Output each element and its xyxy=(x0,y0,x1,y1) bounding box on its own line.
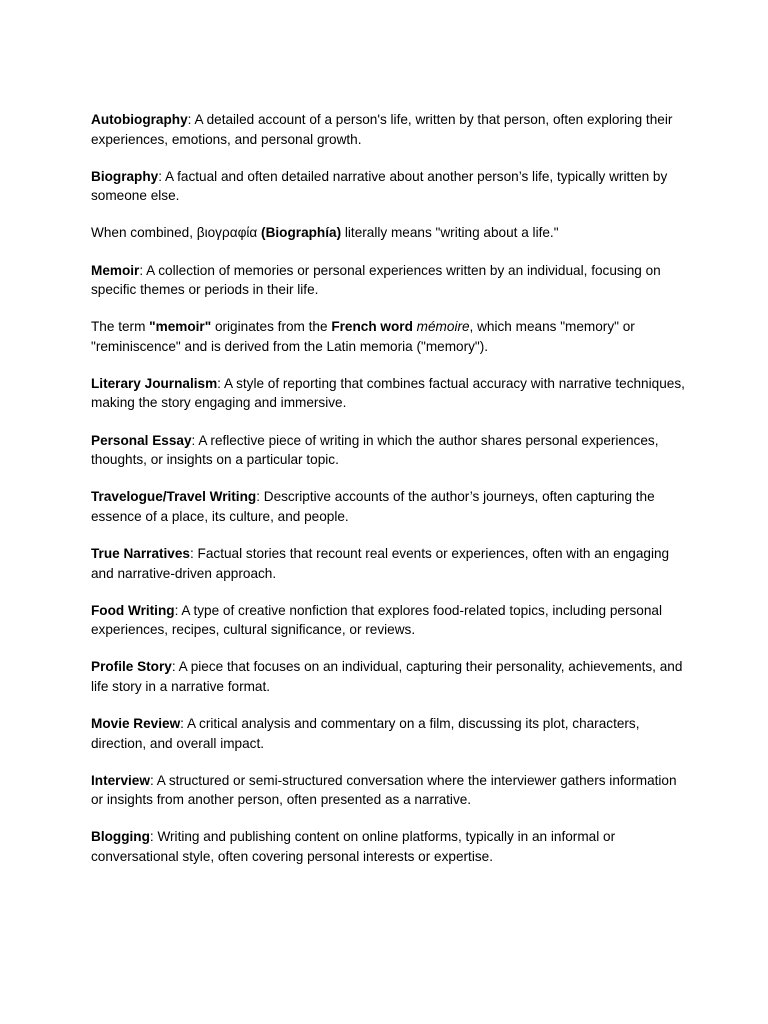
entry-definition: : A factual and often detailed narrative about another person’s life, typically written by someone else. xyxy=(91,168,668,204)
entry-term: Movie Review xyxy=(91,716,181,732)
entry-term: Literary Journalism xyxy=(91,375,218,391)
note-suffix: , which means "memory" or "reminiscence" and is derived from the Latin memoria ("memory"). xyxy=(91,319,635,354)
note-italic-word: mémoire xyxy=(416,319,470,335)
entry-travelogue xyxy=(91,487,686,526)
biography-etymology-note xyxy=(91,223,686,243)
entry-interview xyxy=(91,771,686,810)
entry-definition: : A collection of memories or personal experiences written by an individual, focusing on specific themes or periods in their life. xyxy=(91,262,661,298)
entry-definition: : Writing and publishing content on online platforms, typically in an informal or conversational style, often covering personal interests or expertise. xyxy=(91,829,616,864)
entry-term: Blogging xyxy=(91,829,150,845)
note-bold-term: "memoir" xyxy=(149,319,212,335)
note-suffix: literally means "writing about a life." xyxy=(341,225,559,241)
note-bold-source: French word xyxy=(331,319,413,335)
entry-definition: : A piece that focuses on an individual, capturing their personality, achievements, and life story in a narrative format. xyxy=(91,659,683,694)
entry-food-writing xyxy=(91,601,686,640)
entry-movie-review xyxy=(91,714,686,753)
entry-definition: : A style of reporting that combines factual accuracy with narrative techniques, making the story engaging and immersive. xyxy=(91,375,685,411)
entry-memoir xyxy=(91,261,686,300)
entry-biography xyxy=(91,167,686,206)
entry-definition: : A structured or semi-structured conversation where the interviewer gathers information or insights from another person, often presented as a narrative. xyxy=(91,772,677,808)
entry-term: Personal Essay xyxy=(91,432,192,448)
entry-definition: : A type of creative nonfiction that explores food-related topics, including personal experiences, recipes, cultural significance, or reviews. xyxy=(91,602,662,638)
entry-personal-essay xyxy=(91,431,686,470)
entry-true-narratives xyxy=(91,544,686,583)
entry-term: Travelogue/Travel Writing xyxy=(91,489,257,505)
note-middle: originates from the xyxy=(211,319,332,335)
memoir-etymology-note xyxy=(91,317,686,356)
entry-definition: : Factual stories that recount real events or experiences, often with an engaging and narrative-driven approach. xyxy=(91,546,670,581)
entry-profile-story xyxy=(91,657,686,696)
entry-term: Food Writing xyxy=(91,602,175,618)
entry-term: Biography xyxy=(91,168,159,184)
entry-definition: : A reflective piece of writing in which the author shares personal experiences, thoughts, or insights on a particular topic. xyxy=(91,432,659,468)
entry-term: Memoir xyxy=(91,262,140,278)
entry-term: Interview xyxy=(91,772,150,788)
entry-definition: : A critical analysis and commentary on a film, discussing its plot, characters, direction, and overall impact. xyxy=(91,716,640,751)
entry-autobiography xyxy=(91,110,686,149)
entry-definition: : Descriptive accounts of the author’s journeys, often capturing the essence of a place, its culture, and people. xyxy=(91,489,655,524)
entry-term: True Narratives xyxy=(91,546,190,561)
entry-term: Profile Story xyxy=(91,659,172,675)
entry-literary-journalism xyxy=(91,374,686,413)
note-bold: (Biographía) xyxy=(261,225,342,241)
entry-blogging xyxy=(91,827,686,866)
entry-term: Autobiography xyxy=(91,112,188,127)
entry-definition: : A detailed account of a person's life, written by that person, often exploring their experiences, emotions, and personal growth. xyxy=(91,112,673,147)
note-prefix: The term xyxy=(91,319,150,335)
note-prefix: When combined, βιογραφία xyxy=(91,225,262,241)
